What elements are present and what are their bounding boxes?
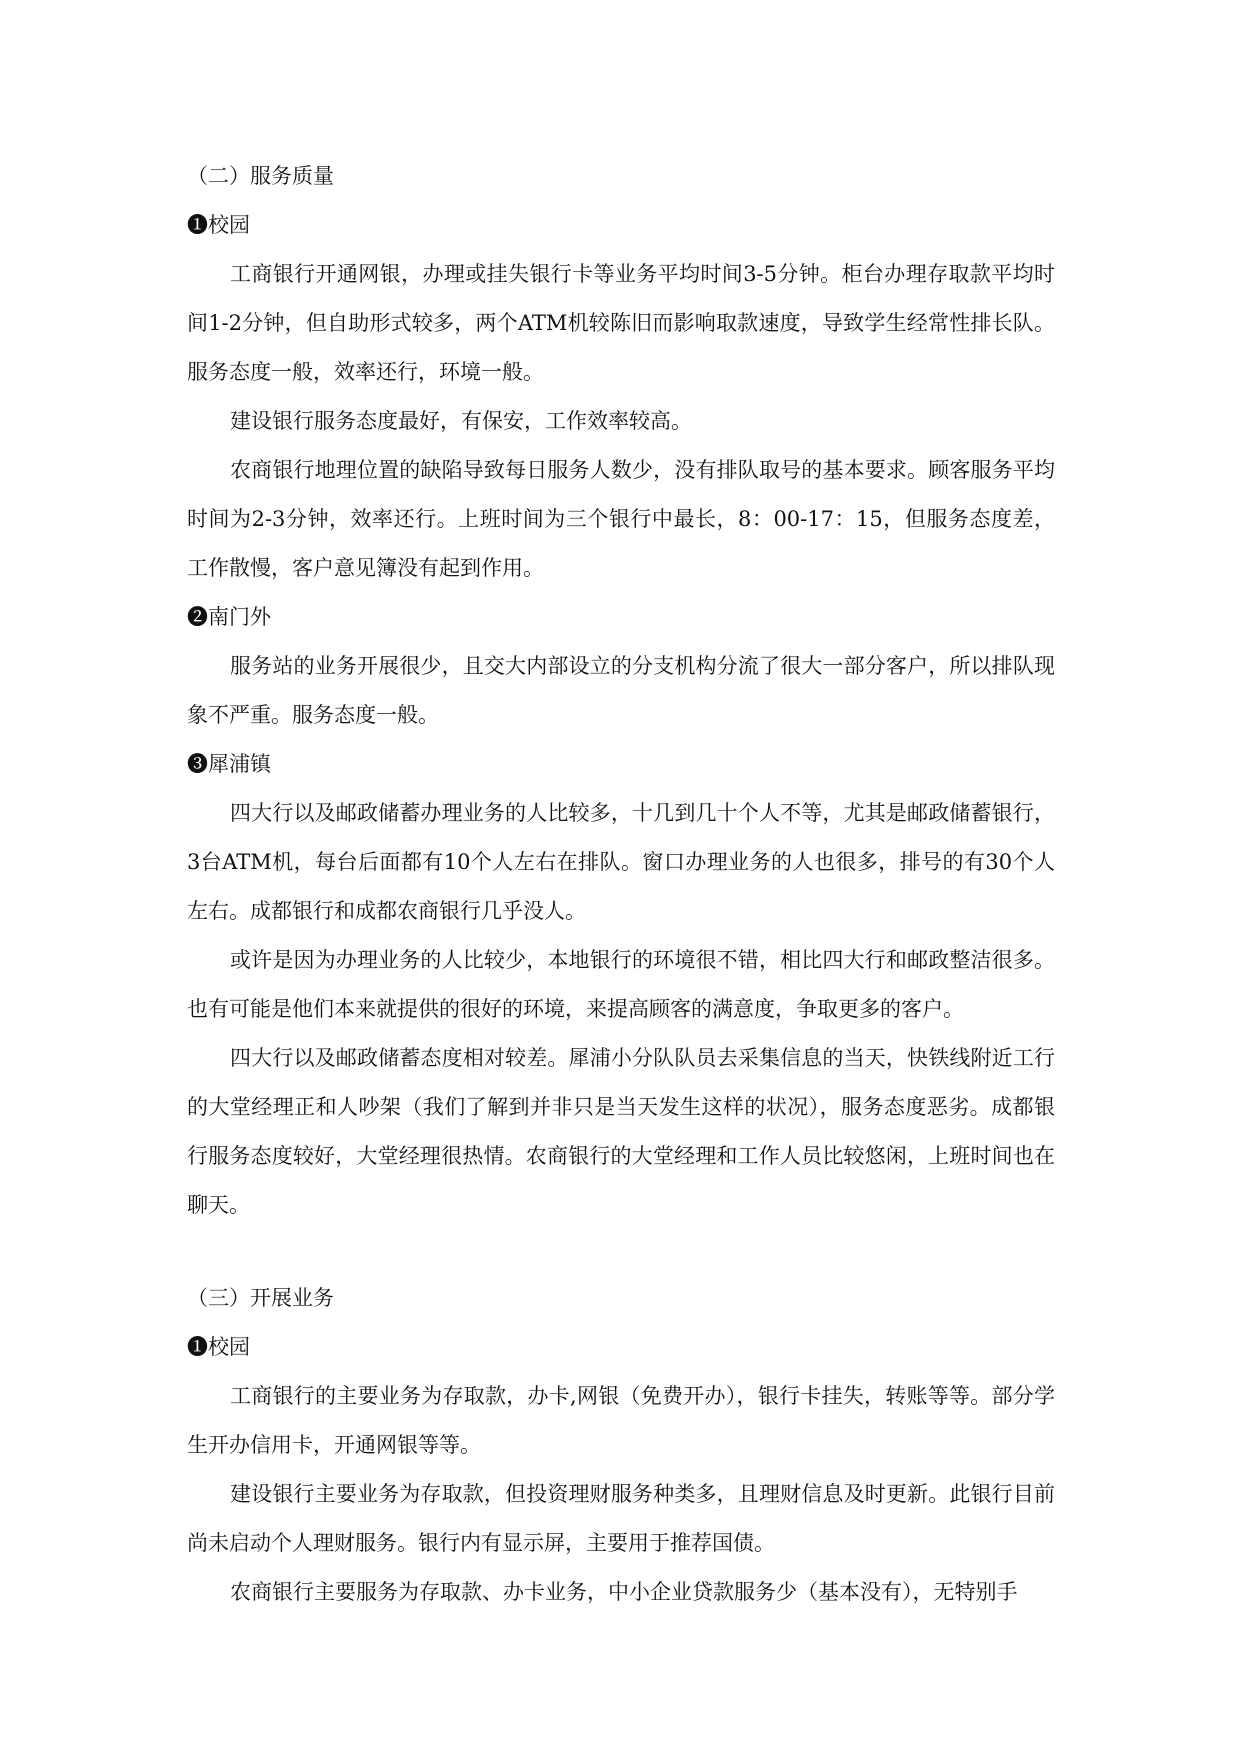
- paragraph: 工商银行开通网银，办理或挂失银行卡等业务平均时间3-5分钟。柜台办理存取款平均时间1-2分钟，但自助形式较多，两个ATM机较陈旧而影响取款速度，导致学生经常性排长队。服务态度一般，效率还行，环境一般。: [187, 262, 1055, 384]
- section-heading: （三）开展业务: [187, 1286, 334, 1310]
- paragraph: 四大行以及邮政储蓄态度相对较差。犀浦小分队队员去采集信息的当天，快铁线附近工行的大堂经理正和人吵架（我们了解到并非只是当天发生这样的状况），服务态度恶劣。成都银行服务态度较好，大堂经理很热情。农商银行的大堂经理和工作人员比较悠闲，上班时间也在聊天。: [187, 1046, 1055, 1217]
- section-heading: （二）服务质量: [187, 164, 334, 188]
- subsection-title: ❸犀浦镇: [187, 752, 271, 776]
- paragraph: 或许是因为办理业务的人比较少，本地银行的环境很不错，相比四大行和邮政整洁很多。也有可能是他们本来就提供的很好的环境，来提高顾客的满意度，争取更多的客户。: [187, 948, 1055, 1021]
- subsection-campus: [187, 201, 1055, 593]
- subsection-xipu-town: [187, 740, 1055, 1230]
- subsection-title: ❶校园: [187, 213, 250, 237]
- subsection-title: ❶校园: [187, 1335, 250, 1359]
- section-service-quality: [187, 152, 1055, 1230]
- paragraph: 服务站的业务开展很少，且交大内部设立的分支机构分流了很大一部分客户，所以排队现象不严重。服务态度一般。: [187, 654, 1055, 727]
- subsection-south-gate: [187, 593, 1055, 740]
- paragraph: 农商银行主要服务为存取款、办卡业务，中小企业贷款服务少（基本没有），无特别手: [230, 1580, 1018, 1604]
- paragraph: 四大行以及邮政储蓄办理业务的人比较多，十几到几十个人不等，尤其是邮政储蓄银行，3台ATM机，每台后面都有10个人左右在排队。窗口办理业务的人也很多，排号的有30个人左右。成都银行和成都农商银行几乎没人。: [187, 801, 1055, 923]
- section-gap: [187, 1230, 1055, 1274]
- document-page: [187, 152, 1055, 1617]
- paragraph: 建设银行服务态度最好，有保安，工作效率较高。: [230, 409, 692, 433]
- paragraph: 工商银行的主要业务为存取款，办卡,网银（免费开办），银行卡挂失，转账等等。部分学生开办信用卡，开通网银等等。: [187, 1384, 1055, 1457]
- paragraph: 建设银行主要业务为存取款，但投资理财服务种类多，且理财信息及时更新。此银行目前尚未启动个人理财服务。银行内有显示屏，主要用于推荐国债。: [187, 1482, 1055, 1555]
- section-business: [187, 1274, 1055, 1617]
- subsection-campus: [187, 1323, 1055, 1617]
- subsection-title: ❷南门外: [187, 605, 271, 629]
- paragraph: 农商银行地理位置的缺陷导致每日服务人数少，没有排队取号的基本要求。顾客服务平均时间为2-3分钟，效率还行。上班时间为三个银行中最长，8：00-17：15，但服务态度差，工作散慢，客户意见簿没有起到作用。: [187, 458, 1055, 580]
